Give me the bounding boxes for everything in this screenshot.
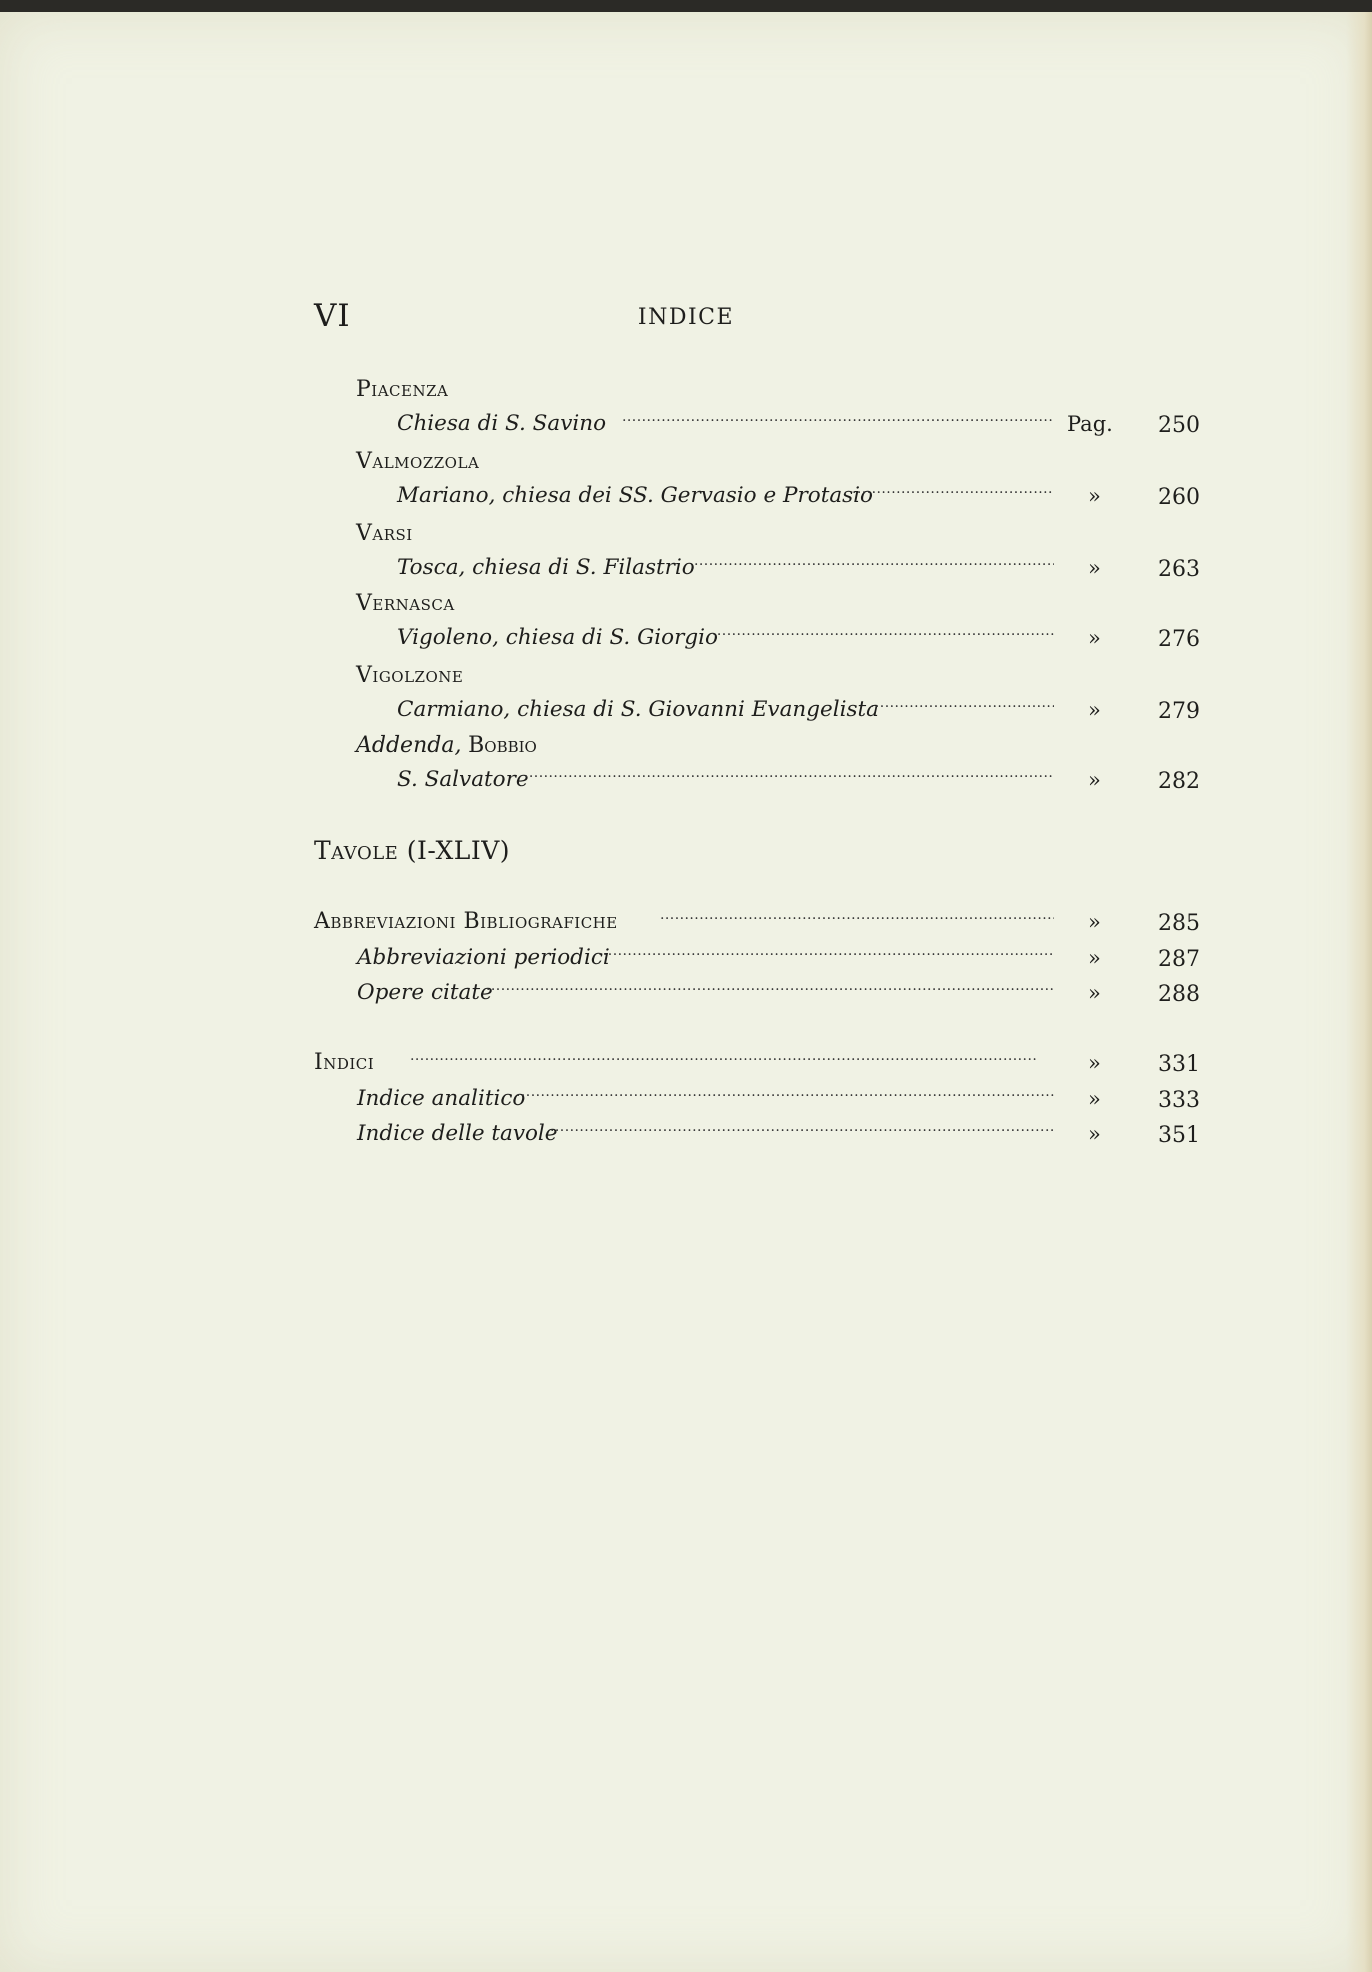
dot-leader bbox=[550, 1116, 1054, 1152]
toc-page-ref: » bbox=[1088, 626, 1101, 650]
dot-leader bbox=[712, 620, 1054, 656]
toc-place-heading: Varsi bbox=[356, 521, 413, 546]
toc-entry[interactable] bbox=[397, 762, 529, 798]
toc-page-number: 282 bbox=[1158, 769, 1200, 794]
toc-entry-title: Opere citate bbox=[357, 980, 493, 1005]
toc-entry[interactable] bbox=[357, 940, 610, 976]
toc-page-ref: » bbox=[1088, 946, 1101, 970]
toc-entry-title: Abbreviazioni periodici bbox=[357, 945, 610, 970]
toc-place-heading: Piacenza bbox=[356, 377, 449, 402]
toc-entry[interactable] bbox=[397, 550, 695, 586]
running-title: INDICE bbox=[637, 305, 735, 330]
dot-leader bbox=[410, 1045, 1054, 1081]
toc-entry-title: Indice analitico bbox=[357, 1086, 526, 1111]
toc-section-heading[interactable]: Indici bbox=[314, 1050, 375, 1075]
dot-leader bbox=[694, 550, 1054, 586]
toc-place-heading: Valmozzola bbox=[356, 449, 480, 474]
toc-section-heading[interactable]: Abbreviazioni Bibliografiche bbox=[314, 909, 618, 934]
dot-leader bbox=[870, 692, 1054, 728]
page-number: VI bbox=[314, 298, 351, 334]
toc-page-ref: » bbox=[1088, 910, 1101, 934]
toc-entry-title: Chiesa di S. Savino bbox=[397, 411, 607, 436]
toc-page-number: 263 bbox=[1158, 557, 1200, 582]
addenda-label: Addenda, bbox=[356, 733, 462, 758]
toc-addenda-heading bbox=[356, 727, 537, 763]
toc-page-number: 285 bbox=[1158, 911, 1200, 936]
toc-entry[interactable] bbox=[357, 1081, 525, 1117]
toc-entry[interactable] bbox=[357, 1116, 558, 1152]
toc-page-ref: Pag. bbox=[1067, 412, 1113, 436]
toc-tavole-heading[interactable]: Tavole (I-XLIV) bbox=[314, 836, 511, 865]
dot-leader bbox=[516, 1081, 1054, 1117]
addenda-place: Bobbio bbox=[468, 733, 537, 758]
dot-leader bbox=[598, 940, 1054, 976]
toc-page-number: 276 bbox=[1158, 627, 1200, 652]
toc-entry-title: Indice delle tavole bbox=[357, 1121, 558, 1146]
toc-entry-title: Mariano, chiesa dei SS. Gervasio e Protasio bbox=[397, 483, 874, 508]
toc-page-number: 279 bbox=[1158, 699, 1200, 724]
toc-page-ref: » bbox=[1088, 1122, 1101, 1146]
toc-page-ref: » bbox=[1088, 484, 1101, 508]
toc-page-number: 260 bbox=[1158, 485, 1200, 510]
toc-entry-title: Carmiano, chiesa di S. Giovanni Evangelista bbox=[397, 697, 879, 722]
toc-page-ref: » bbox=[1088, 556, 1101, 580]
toc-entry-title: S. Salvatore bbox=[397, 767, 529, 792]
toc-entry[interactable] bbox=[397, 406, 606, 442]
dot-leader bbox=[486, 975, 1054, 1011]
toc-page-number: 288 bbox=[1158, 982, 1200, 1007]
toc-place-heading: Vernasca bbox=[356, 591, 455, 616]
toc-page-ref: » bbox=[1088, 1051, 1101, 1075]
toc-page-number: 333 bbox=[1158, 1088, 1200, 1113]
toc-page-ref: » bbox=[1088, 768, 1101, 792]
toc-page-ref: » bbox=[1088, 1087, 1101, 1111]
toc-page-number: 250 bbox=[1158, 413, 1200, 438]
toc-entry[interactable] bbox=[397, 478, 873, 514]
dot-leader bbox=[660, 904, 1054, 940]
toc-entry[interactable] bbox=[397, 620, 718, 656]
toc-page-number: 287 bbox=[1158, 947, 1200, 972]
toc-page-ref: » bbox=[1088, 698, 1101, 722]
dot-leader bbox=[524, 762, 1054, 798]
toc-entry-title: Tosca, chiesa di S. Filastrio bbox=[397, 555, 695, 580]
toc-entry[interactable] bbox=[357, 975, 493, 1011]
toc-page-number: 331 bbox=[1158, 1052, 1200, 1077]
toc-entry[interactable] bbox=[397, 692, 879, 728]
toc-page-number: 351 bbox=[1158, 1123, 1200, 1148]
dot-leader bbox=[622, 406, 1054, 442]
toc-page-ref: » bbox=[1088, 981, 1101, 1005]
dot-leader bbox=[852, 478, 1054, 514]
toc-entry-title: Vigoleno, chiesa di S. Giorgio bbox=[397, 625, 718, 650]
toc-place-heading: Vigolzone bbox=[356, 663, 464, 688]
